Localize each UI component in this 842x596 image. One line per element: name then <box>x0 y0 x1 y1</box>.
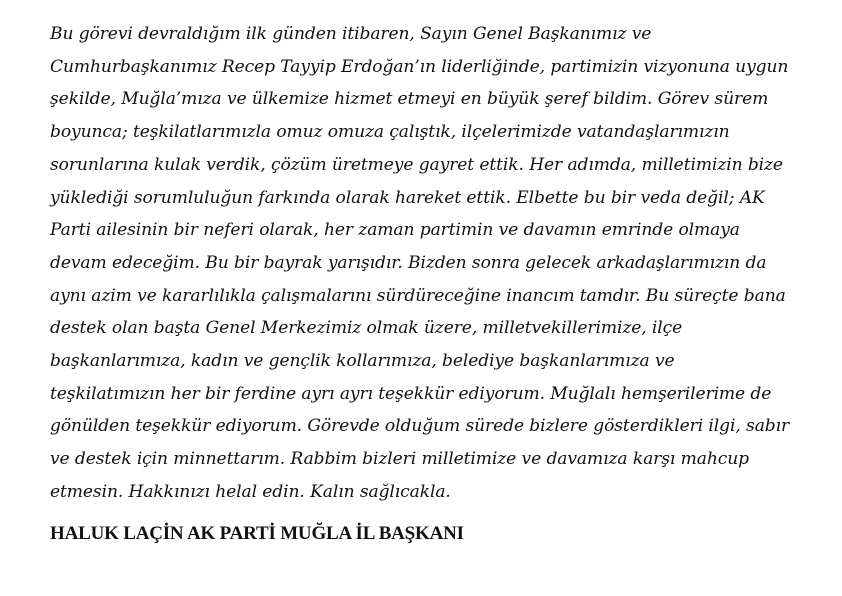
statement-paragraph: Bu görevi devraldığım ilk günden itibaren, Sayın Genel Başkanımız ve Cumhurbaşkanımız Recep Tayyip Erdoğan’ın liderliğinde, partimizin vizyonuna uygun şekilde, Muğla’mıza ve ülkemize hizmet etmeyi en büyük şeref bildim. Görev sürem boyunca; teşkilatlarımızla omuz omuza çalıştık, ilçelerimizde vatandaşlarımızın sorunlarına kulak verdik, çözüm üretmeye gayret ettik. Her adımda, milletimizin bize yüklediği sorumluluğun farkında olarak hareket ettik. Elbette bu bir veda değil; AK Parti ailesinin bir neferi olarak, her zaman partimin ve davamın emrinde olmaya devam edeceğim. Bu bir bayrak yarışıdır. Bizden sonra gelecek arkadaşlarımızın da aynı azim ve kararlılıkla çalışmalarını sürdüreceğine inancım tamdır. Bu süreçte bana destek olan başta Genel Merkezimiz olmak üzere, milletvekillerimize, ilçe başkanlarımıza, kadın ve gençlik kollarımıza, belediye başkanlarımıza ve teşkilatımızın her bir ferdine ayrı ayrı teşekkür ediyorum. Muğlalı hemşerilerime de gönülden teşekkür ediyorum. Görevde olduğum sürede bizlere gösterdikleri ilgi, sabır ve destek için minnettarım. Rabbim bizleri milletimize ve davamıza karşı mahcup etmesin. Hakkınızı helal edin. Kalın sağlıcakla. <box>50 24 790 502</box>
signature-line: HALUK LAÇİN AK PARTİ MUĞLA İL BAŞKANI <box>50 522 464 544</box>
document-page <box>50 18 790 546</box>
